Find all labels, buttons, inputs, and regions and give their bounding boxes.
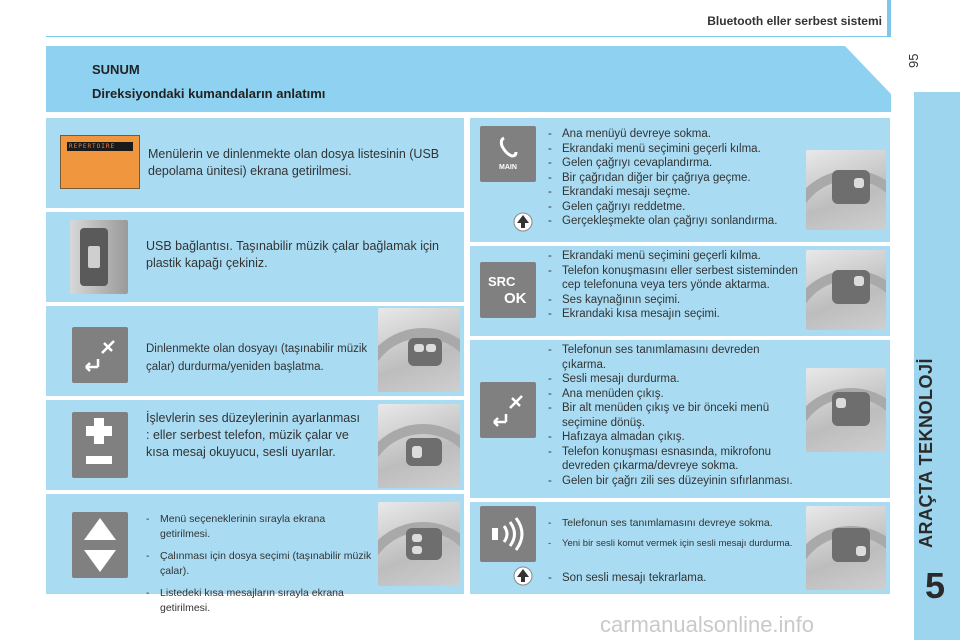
list-item: - Ana menüden çıkış.	[548, 387, 800, 402]
main-description-list	[548, 127, 808, 229]
list-item: - Telefonun ses tanımlamasını devreden çıkarma.	[548, 343, 800, 372]
list-item: - Ekrandaki kısa mesajın seçimi.	[548, 307, 800, 322]
pause-description: Dinlenmekte olan dosyayı (taşınabilir müzik çalar) durdurma/yeniden başlatma.	[146, 343, 368, 373]
section-banner	[46, 46, 891, 112]
back-icon	[480, 382, 536, 438]
volume-description: İşlevlerin ses düzeylerinin ayarlanması : eller serbest telefon, müzik çalar ve kısa mesaj okuyucu, sesli uyarılar.	[146, 411, 360, 459]
pause-play-icon	[72, 327, 128, 383]
list-item: - Gelen çağrıyı cevaplandırma.	[548, 156, 808, 171]
list-item: - Çalınması için dosya seçimi (taşınabilir müzik çalar).	[146, 549, 376, 578]
usb-port-photo	[70, 220, 128, 294]
list-item: - Son sesli mesajı tekrarlama.	[548, 571, 798, 586]
list-item: - Menü seçeneklerinin sırayla ekrana getirilmesi.	[146, 512, 376, 541]
main-label: MAIN	[499, 164, 517, 171]
list-item: - Ekrandaki menü seçimini geçerli kılma.	[548, 249, 800, 264]
src-ok-icon	[480, 262, 536, 318]
list-item: - Telefon konuşmasını eller serbest sisteminden cep telefonuna veya ters yönde aktarma.	[548, 264, 800, 293]
list-item: - Yeni bir sesli komut vermek için sesli mesajı durdurma.	[548, 537, 808, 552]
voice-command-icon	[480, 506, 536, 562]
main-phone-icon	[480, 126, 536, 182]
steering-wheel-photo-7	[806, 506, 886, 590]
src-label: SRC	[488, 274, 516, 289]
list-item: - Hafızaya almadan çıkış.	[548, 430, 800, 445]
back-description-list	[548, 343, 800, 488]
long-press-icon	[511, 212, 535, 232]
arrows-description-list	[146, 512, 376, 615]
list-item: - Telefon konuşması esnasında, mikrofonu devreden çıkarma/devreye sokma.	[548, 445, 800, 474]
long-press-icon	[511, 566, 535, 586]
header-marker	[887, 0, 891, 36]
ok-label: OK	[504, 290, 527, 307]
chapter-number: 5	[924, 565, 946, 606]
list-item: - Ana menüyü devreye sokma.	[548, 127, 808, 142]
repertoire-label: REPERTOIRE	[67, 142, 133, 151]
src-ok-description-list	[548, 249, 800, 322]
header-rule	[46, 36, 891, 37]
list-item: - Bir alt menüden çıkış ve bir önceki menü seçimine dönüş.	[548, 401, 800, 430]
steering-wheel-photo-4	[806, 150, 886, 230]
steering-wheel-photo-6	[806, 368, 886, 452]
usb-description: USB bağlantısı. Taşınabilir müzik çalar bağlamak için plastik kapağı çekiniz.	[146, 239, 439, 270]
list-item: - Gerçekleşmekte olan çağrıyı sonlandırma.	[548, 214, 808, 229]
list-item: - Ekrandaki menü seçimini geçerli kılma.	[548, 142, 808, 157]
banner-title: SUNUM	[92, 62, 140, 77]
list-item: - Bir çağrıdan diğer bir çağrıya geçme.	[548, 171, 808, 186]
list-item: - Listedeki kısa mesajların sırayla ekrana getirilmesi.	[146, 586, 376, 615]
up-down-arrows-icon	[72, 512, 128, 578]
list-item: - Ekrandaki mesajı seçme.	[548, 185, 808, 200]
section-title: Bluetooth eller serbest sistemi	[707, 14, 882, 28]
steering-wheel-photo-5	[806, 250, 886, 330]
steering-wheel-photo-2	[378, 404, 460, 488]
repertoire-button-icon	[60, 135, 140, 189]
voice-description-list	[548, 516, 808, 551]
watermark: carmanualsonline.info	[600, 612, 815, 637]
volume-plus-minus-icon	[72, 412, 128, 478]
repeat-message-text	[548, 571, 798, 586]
list-item: - Gelen çağrıyı reddetme.	[548, 200, 808, 215]
list-item: - Sesli mesajı durdurma.	[548, 372, 800, 387]
chapter-title: ARAÇTA TEKNOLOJİ	[916, 358, 936, 548]
list-item: - Ses kaynağının seçimi.	[548, 293, 800, 308]
steering-wheel-photo-1	[378, 308, 460, 392]
repertoire-description: Menülerin ve dinlenmekte olan dosya listesinin (USB depolama ünitesi) ekrana getirilmesi.	[148, 147, 440, 178]
steering-wheel-photo-3	[378, 502, 460, 586]
list-item: - Gelen bir çağrı zili ses düzeyinin sıfırlanması.	[548, 474, 800, 489]
page-number: 95	[906, 53, 921, 68]
banner-subtitle: Direksiyondaki kumandaların anlatımı	[92, 86, 326, 101]
list-item: - Telefonun ses tanımlamasını devreye sokma.	[548, 516, 808, 531]
